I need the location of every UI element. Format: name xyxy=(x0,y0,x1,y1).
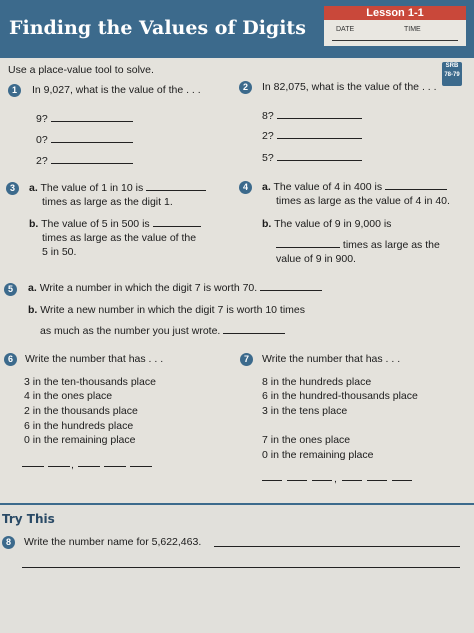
q8-prompt: Write the number name for 5,622,463. xyxy=(24,536,202,548)
q7-item: 7 in the ones place xyxy=(262,434,351,446)
q7-digit-blank[interactable] xyxy=(342,480,362,481)
q2-answer-blank[interactable] xyxy=(277,138,362,139)
q5b-label: b. xyxy=(28,304,38,316)
q1-item-label: 2? xyxy=(36,155,48,167)
question-number-3: 3 xyxy=(6,182,19,195)
srb-pages: 78-79 xyxy=(444,72,460,78)
question-number-2: 2 xyxy=(239,81,252,94)
q6-digit-blank[interactable] xyxy=(104,466,126,467)
q5b-text: Write a new number in which the digit 7 is worth 10 times xyxy=(40,304,306,316)
q2-answer-blank[interactable] xyxy=(277,118,362,119)
q2-prompt: In 82,075, what is the value of the . . . xyxy=(262,81,437,93)
q2-answer-blank[interactable] xyxy=(277,160,362,161)
q1-answer-blank[interactable] xyxy=(51,121,133,122)
srb-badge xyxy=(442,62,462,86)
q4b-text-3: value of 9 in 900. xyxy=(276,253,356,265)
question-number-8: 8 xyxy=(2,536,15,549)
q6-item: 4 in the ones place xyxy=(24,390,113,402)
q1-item-label: 9? xyxy=(36,113,48,125)
page-title: Finding the Values of Digits xyxy=(9,17,306,39)
q7-item: 3 in the tens place xyxy=(262,405,348,417)
q6-prompt: Write the number that has . . . xyxy=(25,353,164,365)
q7-item: 0 in the remaining place xyxy=(262,449,374,461)
q5b-answer-blank[interactable] xyxy=(223,333,285,334)
q5a-answer-blank[interactable] xyxy=(260,290,322,291)
question-number-7: 7 xyxy=(240,353,253,366)
q7-prompt: Write the number that has . . . xyxy=(262,353,401,365)
srb-label: SRB xyxy=(445,63,459,69)
q5a-label: a. xyxy=(28,282,37,294)
q4a-label: a. xyxy=(262,181,271,193)
q6-digit-blank[interactable] xyxy=(78,466,100,467)
q3b-answer-blank[interactable] xyxy=(153,226,201,227)
try-this-heading: Try This xyxy=(2,512,55,526)
q2-item-label: 5? xyxy=(262,152,274,164)
q8-answer-line-2[interactable] xyxy=(22,567,460,568)
q4b-text: The value of 9 in 9,000 is xyxy=(274,218,392,230)
q4a-text-2: times as large as the value of 4 in 40. xyxy=(276,195,450,207)
q4b-label: b. xyxy=(262,218,272,230)
q6-item: 3 in the ten-thousands place xyxy=(24,376,156,388)
q4a-text: The value of 4 in 400 is xyxy=(273,181,383,193)
q3b-text: The value of 5 in 500 is xyxy=(41,218,150,230)
q1-answer-blank[interactable] xyxy=(51,163,133,164)
q7-item: 8 in the hundreds place xyxy=(262,376,372,388)
time-label: TIME xyxy=(404,26,421,33)
q2-item-label: 8? xyxy=(262,110,274,122)
try-this-section xyxy=(0,503,474,633)
q1-prompt: In 9,027, what is the value of the . . . xyxy=(32,84,201,96)
q7-digit-blank[interactable] xyxy=(262,480,282,481)
q7-digit-blank[interactable] xyxy=(287,480,307,481)
q6-item: 2 in the thousands place xyxy=(24,405,138,417)
lesson-box xyxy=(324,6,466,46)
q3a-text-2: times as large as the digit 1. xyxy=(42,196,173,208)
q5a-text: Write a number in which the digit 7 is worth 70. xyxy=(39,282,258,294)
q3b-text-3: 5 in 50. xyxy=(42,246,77,258)
date-label: DATE xyxy=(336,26,355,33)
q4a-answer-blank[interactable] xyxy=(385,189,447,190)
q5b-text-2: as much as the number you just wrote. xyxy=(40,325,221,337)
date-time-line xyxy=(332,40,458,41)
q6-comma: , xyxy=(71,459,74,471)
header-bar xyxy=(0,0,474,58)
q3b-label: b. xyxy=(29,218,39,230)
q7-digit-blank[interactable] xyxy=(367,480,387,481)
q6-item: 0 in the remaining place xyxy=(24,434,136,446)
q4b-text-2: times as large as the xyxy=(342,239,440,251)
q1-answer-blank[interactable] xyxy=(51,142,133,143)
q3a-text: The value of 1 in 10 is xyxy=(40,182,144,194)
instruction-text: Use a place-value tool to solve. xyxy=(8,64,154,76)
q3b-text-2: times as large as the value of the xyxy=(42,232,197,244)
q7-item: 6 in the hundred-thousands place xyxy=(262,390,418,402)
q1-item-label: 0? xyxy=(36,134,48,146)
q7-digit-blank[interactable] xyxy=(312,480,332,481)
question-number-6: 6 xyxy=(4,353,17,366)
question-number-1: 1 xyxy=(8,84,21,97)
q7-digit-blank[interactable] xyxy=(392,480,412,481)
question-number-4: 4 xyxy=(239,181,252,194)
q6-digit-blank[interactable] xyxy=(130,466,152,467)
q6-item: 6 in the hundreds place xyxy=(24,420,134,432)
q8-answer-line[interactable] xyxy=(214,546,460,547)
q2-item-label: 2? xyxy=(262,130,274,142)
q6-digit-blank[interactable] xyxy=(48,466,70,467)
question-number-5: 5 xyxy=(4,283,17,296)
q4b-answer-blank[interactable] xyxy=(276,247,340,248)
lesson-label: Lesson 1-1 xyxy=(324,6,466,20)
q3a-label: a. xyxy=(29,182,38,194)
q7-comma: , xyxy=(334,473,337,485)
q3a-answer-blank[interactable] xyxy=(146,190,206,191)
q6-digit-blank[interactable] xyxy=(22,466,44,467)
